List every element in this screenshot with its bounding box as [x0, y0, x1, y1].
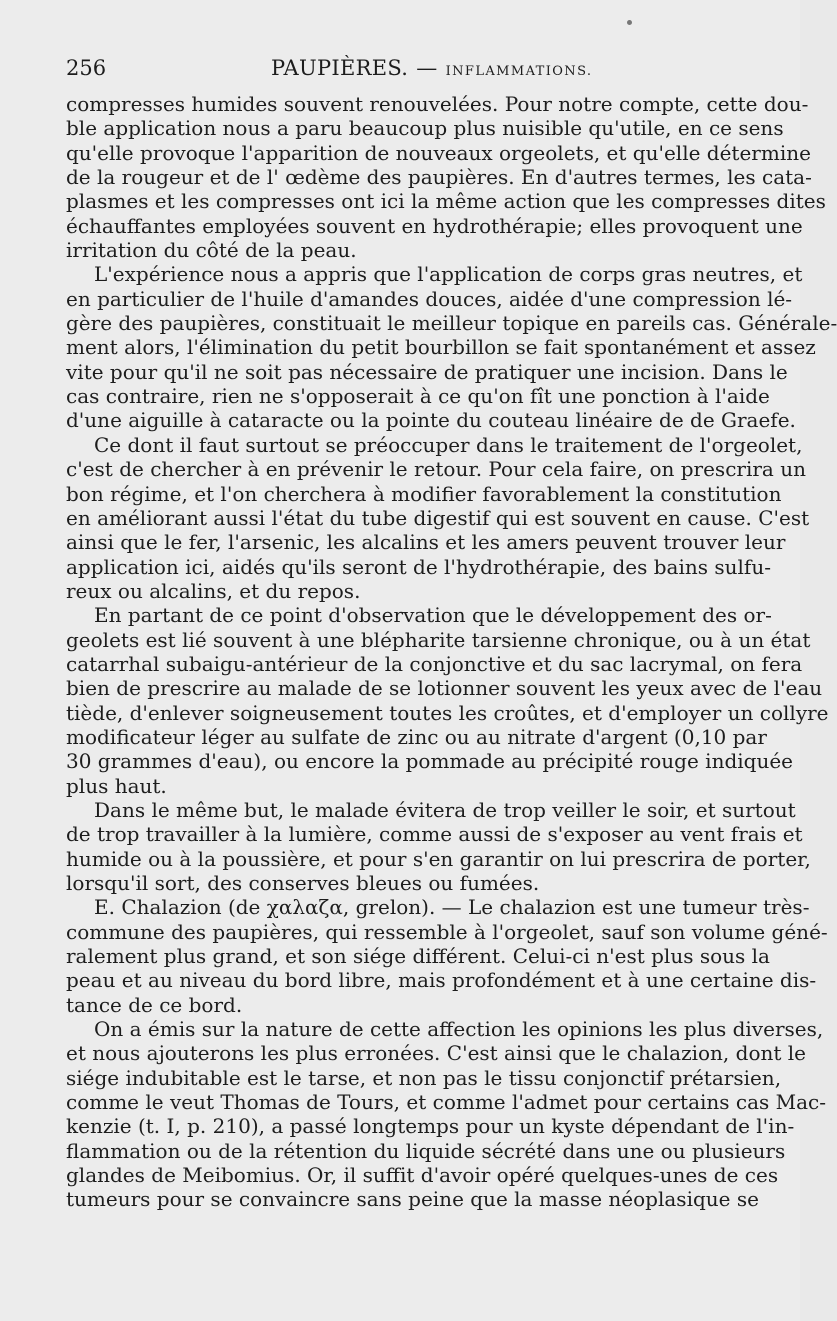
text-line: ralement plus grand, et son siége différent. Celui-ci n'est plus sous la	[66, 944, 770, 969]
text-line: On a émis sur la nature de cette affection les opinions les plus diverses,	[94, 1017, 824, 1042]
page-number: 256	[66, 56, 107, 80]
text-line: de trop travailler à la lumière, comme aussi de s'exposer au vent frais et	[66, 822, 803, 847]
text-line: peau et au niveau du bord libre, mais profondément et à une certaine dis-	[66, 968, 817, 993]
text-line: cas contraire, rien ne s'opposerait à ce qu'on fît une ponction à l'aide	[66, 384, 770, 409]
text-line: bon régime, et l'on cherchera à modifier favorablement la constitution	[66, 481, 782, 506]
text-line: de la rougeur et de l' œdème des paupières. En d'autres termes, les cata-	[66, 165, 812, 190]
text-line: vite pour qu'il ne soit pas nécessaire de pratiquer une incision. Dans le	[66, 359, 788, 384]
text-line: E. Chalazion (de χαλαζα, grelon). — Le chalazion est une tumeur très-	[94, 895, 810, 920]
text-line: irritation du côté de la peau.	[66, 238, 357, 263]
text-line: bien de prescrire au malade de se lotionner souvent les yeux avec de l'eau	[66, 676, 823, 701]
header-title: PAUPIÈRES.	[271, 56, 409, 80]
text-line: geolets est lié souvent à une blépharite tarsienne chronique, ou à un état	[66, 627, 811, 652]
text-line: 30 grammes d'eau), ou encore la pommade au précipité rouge indiquée	[66, 749, 794, 774]
header-title-group	[271, 56, 592, 80]
text-line: Ce dont il faut surtout se préoccuper dans le traitement de l'orgeolet,	[94, 432, 803, 457]
text-line: tiède, d'enlever soigneusement toutes les croûtes, et d'employer un collyre	[66, 700, 829, 725]
text-line: flammation ou de la rétention du liquide sécrété dans une ou plusieurs	[66, 1138, 786, 1163]
text-line: et nous ajouterons les plus erronées. C'est ainsi que le chalazion, dont le	[66, 1041, 806, 1066]
text-line: siége indubitable est le tarse, et non pas le tissu conjonctif prétarsien,	[66, 1065, 782, 1090]
text-line: gère des paupières, constituait le meilleur topique en pareils cas. Générale-	[66, 311, 837, 336]
text-line: commune des paupières, qui ressemble à l'orgeolet, sauf son volume géné-	[66, 919, 828, 944]
text-line: reux ou alcalins, et du repos.	[66, 578, 361, 603]
header-subtitle: INFLAMMATIONS.	[445, 64, 593, 79]
text-line: tumeurs pour se convaincre sans peine que la masse néoplasique se	[66, 1187, 759, 1212]
text-line: échauffantes employées souvent en hydrothérapie; elles provoquent une	[66, 213, 803, 238]
text-line: kenzie (t. I, p. 210), a passé longtemps pour un kyste dépendant de l'in-	[66, 1114, 795, 1139]
text-line: ble application nous a paru beaucoup plus nuisible qu'utile, en ce sens	[66, 116, 784, 141]
text-line: En partant de ce point d'observation que le développement des or-	[94, 603, 772, 628]
text-line: tance de ce bord.	[66, 992, 243, 1017]
text-line: application ici, aidés qu'ils seront de l'hydrothérapie, des bains sulfu-	[66, 554, 771, 579]
text-line: d'une aiguille à cataracte ou la pointe du couteau linéaire de de Graefe.	[66, 408, 796, 433]
header-dash: —	[416, 56, 438, 80]
text-line: glandes de Meibomius. Or, il suffit d'avoir opéré quelques-unes de ces	[66, 1163, 779, 1188]
text-line: comme le veut Thomas de Tours, et comme l'admet pour certains cas Mac-	[66, 1090, 826, 1115]
text-line: ainsi que le fer, l'arsenic, les alcalins et les amers peuvent trouver leur	[66, 530, 786, 555]
text-line: Dans le même but, le malade évitera de trop veiller le soir, et surtout	[94, 797, 796, 822]
text-line: en particulier de l'huile d'amandes douces, aidée d'une compression lé-	[66, 286, 793, 311]
text-line: qu'elle provoque l'apparition de nouveaux orgeolets, et qu'elle détermine	[66, 140, 811, 165]
text-line: catarrhal subaigu-antérieur de la conjonctive et du sac lacrymal, on fera	[66, 651, 803, 676]
running-header	[66, 56, 736, 90]
text-line: compresses humides souvent renouvelées. Pour notre compte, cette dou-	[66, 92, 809, 116]
text-line: c'est de chercher à en prévenir le retour. Pour cela faire, on prescrira un	[66, 457, 806, 482]
text-line: L'expérience nous a appris que l'application de corps gras neutres, et	[94, 262, 803, 287]
text-line: modificateur léger au sulfate de zinc ou au nitrate d'argent (0,10 par	[66, 724, 767, 749]
text-line: plus haut.	[66, 773, 167, 798]
text-line: ment alors, l'élimination du petit bourbillon se fait spontanément et assez	[66, 335, 816, 360]
text-line: lorsqu'il sort, des conserves bleues ou fumées.	[66, 871, 540, 895]
text-line: en améliorant aussi l'état du tube digestif qui est souvent en cause. C'est	[66, 505, 810, 530]
text-line: humide ou à la poussière, et pour s'en garantir on lui prescrira de porter,	[66, 846, 811, 871]
text-line: plasmes et les compresses ont ici la même action que les compresses dites	[66, 189, 826, 214]
body-text	[66, 92, 837, 1212]
ink-speck	[627, 20, 632, 25]
